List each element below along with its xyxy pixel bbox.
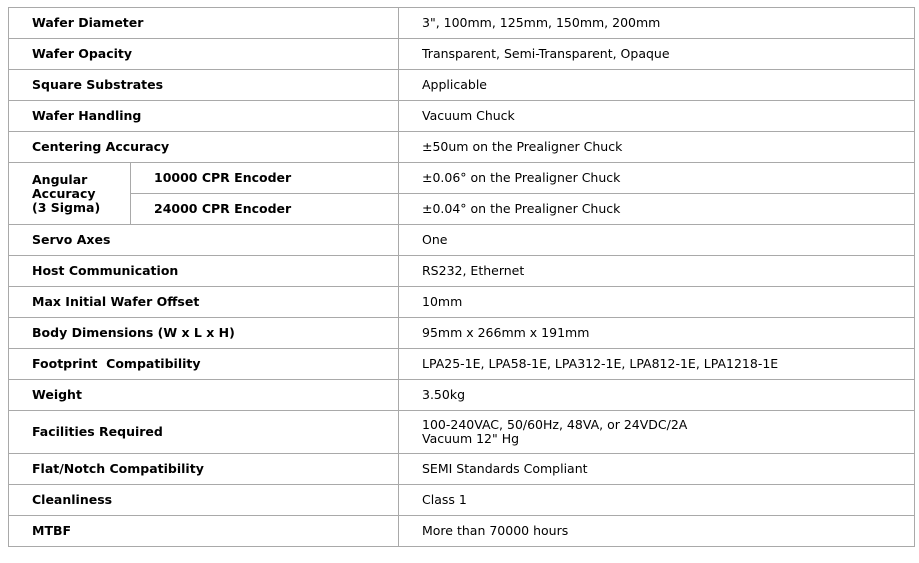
spec-value bbox=[399, 411, 915, 454]
angular-accuracy-label bbox=[9, 163, 131, 225]
table-row bbox=[9, 485, 915, 516]
table-row bbox=[9, 349, 915, 380]
table-row bbox=[9, 194, 915, 225]
spec-value: One bbox=[399, 225, 915, 256]
encoder-label: 10000 CPR Encoder bbox=[131, 163, 399, 194]
spec-label: Servo Axes bbox=[9, 225, 399, 256]
facilities-power: 100-240VAC, 50/60Hz, 48VA, or 24VDC/2A bbox=[422, 417, 688, 432]
spec-value: ±0.06° on the Prealigner Chuck bbox=[399, 163, 915, 194]
specifications-table bbox=[8, 7, 915, 547]
spec-value: 10mm bbox=[399, 287, 915, 318]
table-row bbox=[9, 380, 915, 411]
facilities-vacuum: Vacuum 12" Hg bbox=[422, 431, 520, 446]
spec-value: ±50um on the Prealigner Chuck bbox=[399, 132, 915, 163]
encoder-label: 24000 CPR Encoder bbox=[131, 194, 399, 225]
spec-value: ±0.04° on the Prealigner Chuck bbox=[399, 194, 915, 225]
table-row bbox=[9, 225, 915, 256]
angular-label-line: Accuracy bbox=[32, 185, 96, 201]
table-row bbox=[9, 8, 915, 39]
spec-label: MTBF bbox=[9, 516, 399, 547]
spec-value: Class 1 bbox=[399, 485, 915, 516]
angular-label-line: Angular bbox=[32, 171, 88, 187]
table-row bbox=[9, 516, 915, 547]
table-row bbox=[9, 132, 915, 163]
spec-value: 95mm x 266mm x 191mm bbox=[399, 318, 915, 349]
spec-value: 3.50kg bbox=[399, 380, 915, 411]
spec-label: Weight bbox=[9, 380, 399, 411]
table-row bbox=[9, 318, 915, 349]
angular-label-line: (3 Sigma) bbox=[32, 199, 101, 215]
spec-value: RS232, Ethernet bbox=[399, 256, 915, 287]
spec-value: Applicable bbox=[399, 70, 915, 101]
spec-label: Wafer Diameter bbox=[9, 8, 399, 39]
table-row bbox=[9, 101, 915, 132]
spec-value: Transparent, Semi-Transparent, Opaque bbox=[399, 39, 915, 70]
spec-value: SEMI Standards Compliant bbox=[399, 454, 915, 485]
spec-label: Footprint Compatibility bbox=[9, 349, 399, 380]
spec-label: Max Initial Wafer Offset bbox=[9, 287, 399, 318]
table-row bbox=[9, 70, 915, 101]
spec-value: LPA25-1E, LPA58-1E, LPA312-1E, LPA812-1E, LPA1218-1E bbox=[399, 349, 915, 380]
table-row bbox=[9, 411, 915, 454]
spec-value: Vacuum Chuck bbox=[399, 101, 915, 132]
table-row bbox=[9, 256, 915, 287]
spec-label: Flat/Notch Compatibility bbox=[9, 454, 399, 485]
table-row bbox=[9, 39, 915, 70]
table-row bbox=[9, 287, 915, 318]
spec-label: Cleanliness bbox=[9, 485, 399, 516]
spec-label: Facilities Required bbox=[9, 411, 399, 454]
spec-label: Host Communication bbox=[9, 256, 399, 287]
spec-value: More than 70000 hours bbox=[399, 516, 915, 547]
spec-label: Wafer Handling bbox=[9, 101, 399, 132]
spec-label: Wafer Opacity bbox=[9, 39, 399, 70]
spec-label: Centering Accuracy bbox=[9, 132, 399, 163]
table-row bbox=[9, 163, 915, 194]
spec-label: Body Dimensions (W x L x H) bbox=[9, 318, 399, 349]
table-row bbox=[9, 454, 915, 485]
spec-label: Square Substrates bbox=[9, 70, 399, 101]
spec-value: 3", 100mm, 125mm, 150mm, 200mm bbox=[399, 8, 915, 39]
